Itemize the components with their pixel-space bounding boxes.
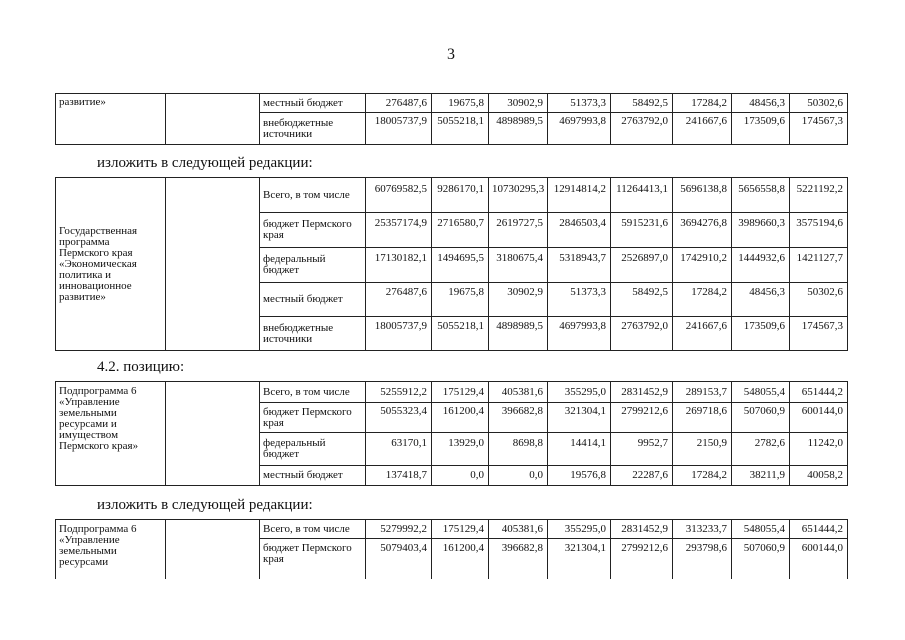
- value-cell: 2716580,7: [432, 213, 489, 248]
- value-cell: 9952,7: [611, 433, 673, 466]
- value-cell: 269718,6: [673, 403, 732, 433]
- value-cell: 5255912,2: [366, 382, 432, 403]
- table-2: [55, 177, 848, 351]
- value-cell: 14414,1: [548, 433, 611, 466]
- page-number: 3: [447, 46, 455, 63]
- row-label: Всего, в том числе: [260, 520, 366, 539]
- value-cell: 405381,6: [489, 382, 548, 403]
- row-label: федеральный бюджет: [260, 433, 366, 466]
- value-cell: 19675,8: [432, 94, 489, 113]
- value-cell: 48456,3: [732, 283, 790, 317]
- value-cell: 548055,4: [732, 520, 790, 539]
- value-cell: 17284,2: [673, 94, 732, 113]
- value-cell: 321304,1: [548, 403, 611, 433]
- table-4: [55, 519, 848, 579]
- value-cell: 5915231,6: [611, 213, 673, 248]
- value-cell: 58492,5: [611, 283, 673, 317]
- value-cell: 8698,8: [489, 433, 548, 466]
- value-cell: 405381,6: [489, 520, 548, 539]
- table-row: [56, 94, 848, 113]
- value-cell: 355295,0: [548, 382, 611, 403]
- value-cell: 2763792,0: [611, 317, 673, 351]
- value-cell: 276487,6: [366, 283, 432, 317]
- value-cell: 396682,8: [489, 403, 548, 433]
- value-cell: 48456,3: [732, 94, 790, 113]
- program-cell: Государственная программа Пермского края «Экономическая политика и инновационное развитие»: [56, 178, 166, 351]
- value-cell: 17284,2: [673, 283, 732, 317]
- value-cell: 38211,9: [732, 466, 790, 486]
- value-cell: 2782,6: [732, 433, 790, 466]
- value-cell: 2846503,4: [548, 213, 611, 248]
- value-cell: 30902,9: [489, 283, 548, 317]
- value-cell: 2150,9: [673, 433, 732, 466]
- value-cell: 40058,2: [790, 466, 848, 486]
- value-cell: 11242,0: [790, 433, 848, 466]
- value-cell: 12914814,2: [548, 178, 611, 213]
- value-cell: 241667,6: [673, 317, 732, 351]
- value-cell: 18005737,9: [366, 317, 432, 351]
- value-cell: 241667,6: [673, 113, 732, 145]
- table-3: [55, 381, 848, 486]
- value-cell: 289153,7: [673, 382, 732, 403]
- value-cell: 17284,2: [673, 466, 732, 486]
- value-cell: 175129,4: [432, 520, 489, 539]
- value-cell: 5696138,8: [673, 178, 732, 213]
- value-cell: 2619727,5: [489, 213, 548, 248]
- value-cell: 0,0: [489, 466, 548, 486]
- row-label: бюджет Пермского края: [260, 213, 366, 248]
- value-cell: 1494695,5: [432, 248, 489, 283]
- value-cell: 600144,0: [790, 403, 848, 433]
- value-cell: 13929,0: [432, 433, 489, 466]
- value-cell: 174567,3: [790, 317, 848, 351]
- program-cell: Подпрограмма 6 «Управление земельными ресурсами: [56, 520, 166, 579]
- value-cell: 1444932,6: [732, 248, 790, 283]
- value-cell: 600144,0: [790, 539, 848, 579]
- value-cell: 30902,9: [489, 94, 548, 113]
- value-cell: 4697993,8: [548, 113, 611, 145]
- value-cell: 161200,4: [432, 403, 489, 433]
- value-cell: 175129,4: [432, 382, 489, 403]
- blank-cell: [166, 178, 260, 351]
- table-row: [56, 382, 848, 403]
- value-cell: 5055218,1: [432, 113, 489, 145]
- value-cell: 5221192,2: [790, 178, 848, 213]
- value-cell: 161200,4: [432, 539, 489, 579]
- table-row: [56, 178, 848, 213]
- value-cell: 1421127,7: [790, 248, 848, 283]
- value-cell: 293798,6: [673, 539, 732, 579]
- value-cell: 3694276,8: [673, 213, 732, 248]
- row-label: внебюджетные источники: [260, 317, 366, 351]
- row-label: внебюджетные источники: [260, 113, 366, 145]
- value-cell: 2763792,0: [611, 113, 673, 145]
- value-cell: 5279992,2: [366, 520, 432, 539]
- value-cell: 3989660,3: [732, 213, 790, 248]
- blank-cell: [166, 94, 260, 145]
- value-cell: 173509,6: [732, 113, 790, 145]
- value-cell: 17130182,1: [366, 248, 432, 283]
- value-cell: 51373,3: [548, 283, 611, 317]
- row-label: бюджет Пермского края: [260, 539, 366, 579]
- value-cell: 321304,1: [548, 539, 611, 579]
- value-cell: 50302,6: [790, 283, 848, 317]
- value-cell: 2831452,9: [611, 382, 673, 403]
- caption-edit-1: изложить в следующей редакции:: [97, 155, 313, 171]
- value-cell: 1742910,2: [673, 248, 732, 283]
- table-row: [56, 520, 848, 539]
- caption-position: 4.2. позицию:: [97, 359, 185, 375]
- value-cell: 3575194,6: [790, 213, 848, 248]
- value-cell: 507060,9: [732, 403, 790, 433]
- value-cell: 58492,5: [611, 94, 673, 113]
- value-cell: 5079403,4: [366, 539, 432, 579]
- value-cell: 9286170,1: [432, 178, 489, 213]
- value-cell: 4898989,5: [489, 317, 548, 351]
- value-cell: 18005737,9: [366, 113, 432, 145]
- row-label: местный бюджет: [260, 94, 366, 113]
- value-cell: 2799212,6: [611, 539, 673, 579]
- value-cell: 5055218,1: [432, 317, 489, 351]
- value-cell: 63170,1: [366, 433, 432, 466]
- value-cell: 19675,8: [432, 283, 489, 317]
- row-label: Всего, в том числе: [260, 382, 366, 403]
- value-cell: 137418,7: [366, 466, 432, 486]
- value-cell: 548055,4: [732, 382, 790, 403]
- value-cell: 19576,8: [548, 466, 611, 486]
- row-label: бюджет Пермского края: [260, 403, 366, 433]
- value-cell: 276487,6: [366, 94, 432, 113]
- value-cell: 60769582,5: [366, 178, 432, 213]
- value-cell: 5055323,4: [366, 403, 432, 433]
- value-cell: 4898989,5: [489, 113, 548, 145]
- value-cell: 174567,3: [790, 113, 848, 145]
- value-cell: 396682,8: [489, 539, 548, 579]
- caption-edit-2: изложить в следующей редакции:: [97, 497, 313, 513]
- value-cell: 4697993,8: [548, 317, 611, 351]
- value-cell: 51373,3: [548, 94, 611, 113]
- program-cell: развитие»: [56, 94, 166, 145]
- value-cell: 507060,9: [732, 539, 790, 579]
- value-cell: 5656558,8: [732, 178, 790, 213]
- value-cell: 50302,6: [790, 94, 848, 113]
- value-cell: 5318943,7: [548, 248, 611, 283]
- program-cell: Подпрограмма 6 «Управление земельными ресурсами и имуществом Пермского края»: [56, 382, 166, 486]
- value-cell: 3180675,4: [489, 248, 548, 283]
- value-cell: 651444,2: [790, 520, 848, 539]
- value-cell: 0,0: [432, 466, 489, 486]
- value-cell: 11264413,1: [611, 178, 673, 213]
- value-cell: 173509,6: [732, 317, 790, 351]
- blank-cell: [166, 382, 260, 486]
- value-cell: 2526897,0: [611, 248, 673, 283]
- table-1: [55, 93, 848, 145]
- row-label: местный бюджет: [260, 283, 366, 317]
- value-cell: 2799212,6: [611, 403, 673, 433]
- value-cell: 2831452,9: [611, 520, 673, 539]
- row-label: Всего, в том числе: [260, 178, 366, 213]
- value-cell: 651444,2: [790, 382, 848, 403]
- value-cell: 25357174,9: [366, 213, 432, 248]
- row-label: местный бюджет: [260, 466, 366, 486]
- value-cell: 313233,7: [673, 520, 732, 539]
- value-cell: 22287,6: [611, 466, 673, 486]
- value-cell: 10730295,3: [489, 178, 548, 213]
- blank-cell: [166, 520, 260, 579]
- row-label: федеральный бюджет: [260, 248, 366, 283]
- value-cell: 355295,0: [548, 520, 611, 539]
